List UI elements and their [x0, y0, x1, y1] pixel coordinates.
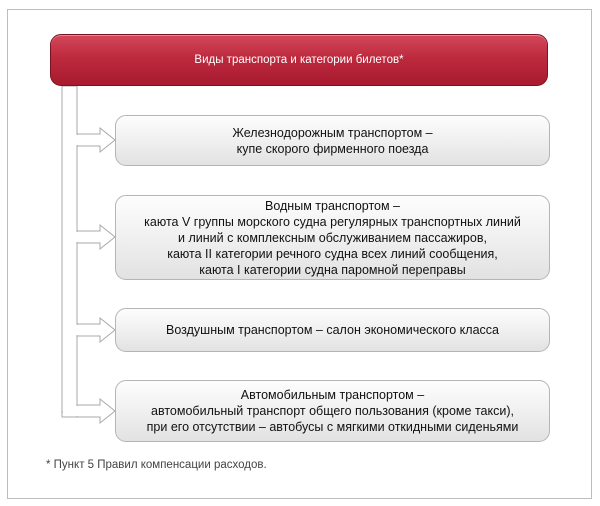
box-air-transport — [115, 308, 550, 352]
auto-line-1: Автомобильным транспортом – — [240, 388, 425, 402]
box-auto-transport — [115, 380, 550, 442]
water-line-5: каюта I категории судна паромной переправы — [199, 262, 466, 277]
header-title: Виды транспорта и категории билетов* — [194, 54, 404, 66]
connector-arrow-rail — [77, 128, 115, 152]
water-line-2: каюта V группы морского судна регулярных транспортных линий — [144, 214, 521, 229]
diagram-header — [50, 34, 548, 86]
water-line-1: Водным транспортом – — [265, 198, 400, 213]
auto-line-3: при его отсутствии – автобусы с мягкими откидными сиденьями — [146, 420, 519, 434]
footnote: * Пункт 5 Правил компенсации расходов. — [46, 459, 267, 471]
rail-line-1: Железнодорожным транспортом – — [232, 125, 433, 140]
auto-line-2: автомобильный транспорт общего пользования (кроме такси), — [151, 404, 514, 418]
connector-arrow-water — [77, 225, 115, 249]
connector-trunk — [62, 86, 77, 412]
box-water-transport — [115, 195, 550, 280]
air-line-1: Воздушным транспортом – салон экономического класса — [166, 323, 499, 337]
connector-arrow-auto — [77, 399, 115, 423]
water-line-4: каюта II категории речного судна всех линий сообщения, — [167, 246, 498, 261]
rail-line-2: купе скорого фирменного поезда — [236, 141, 429, 156]
box-rail-transport — [115, 115, 550, 166]
connector-arrow-air — [77, 318, 115, 342]
water-line-3: и линий с комплексным обслуживанием пассажиров, — [178, 230, 487, 245]
